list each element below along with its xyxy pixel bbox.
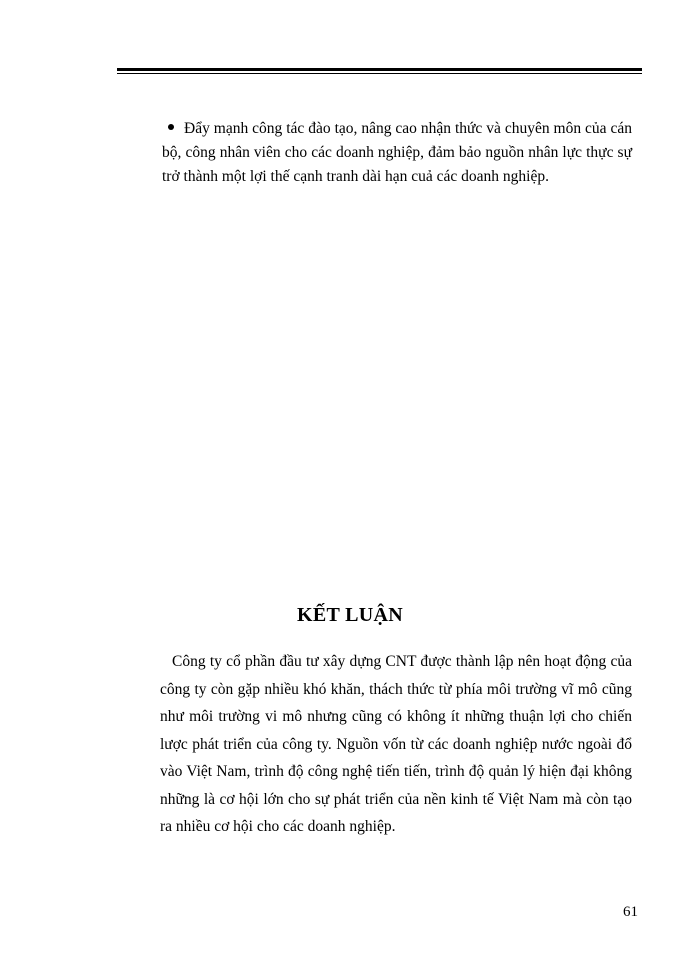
bullet-text: Đẩy mạnh công tác đào tạo, nâng cao nhận thức và chuyên môn của cán bộ, công nhân viên cho các doanh nghiệp, đảm bảo nguồn nhân lực thực sự trở thành một lợi thế cạnh tranh dài hạn cuả các doanh nghiệp. (162, 120, 632, 185)
conclusion-heading: KẾT LUẬN (297, 604, 403, 626)
bullet-icon (168, 124, 174, 130)
bullet-paragraph (162, 117, 632, 189)
conclusion-paragraph: Công ty cổ phần đầu tư xây dựng CNT được thành lập nên hoạt động của công ty còn gặp nhiều khó khăn, thách thức từ phía môi trường vĩ mô cũng như môi trường vi mô nhưng cũng có không ít những thuận lợi cho chiến lược phát triển của công ty. Nguồn vốn từ các doanh nghiệp nước ngoài đổ vào Việt Nam, trình độ công nghệ tiến tiến, trình độ quản lý hiện đại không những là cơ hội lớn cho sự phát triển của nền kinh tế Việt Nam mà còn tạo ra nhiều cơ hội cho các doanh nghiệp. (160, 653, 632, 835)
header-rule-thick (117, 68, 642, 71)
header-rule-thin (117, 73, 642, 74)
page-number: 61 (623, 904, 638, 920)
